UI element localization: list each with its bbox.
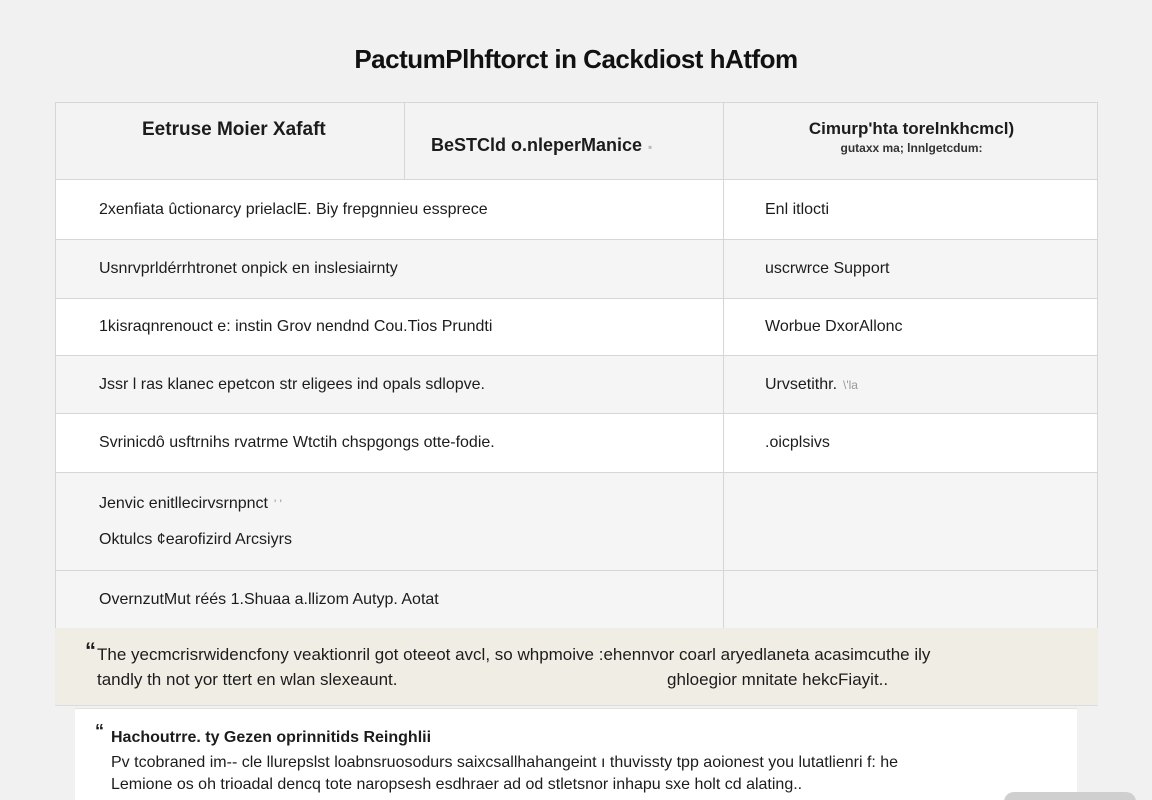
bullet-icon: ▪ [648, 140, 653, 154]
comparison-table [55, 102, 1098, 630]
row-cell-feature: 2xenfiata ûctionarcy prielaclE. Biy frepgnnieu essprece [56, 180, 724, 239]
table-row [56, 299, 1097, 356]
row-cell-feature: 1kisraqnrenouct e: instin Grov nendnd Cou.Tios Prundti [56, 299, 724, 355]
row-cell-value: uscrwrce Support [765, 260, 890, 277]
header-col3 [724, 103, 1099, 179]
row-cell-feature-line2: Oktulcs ¢earofizird Arcsiyrs [99, 530, 292, 548]
quote-band [55, 628, 1098, 706]
header-col1 [56, 103, 405, 179]
quote-mark-icon: “ [85, 638, 96, 663]
note-card [75, 708, 1077, 800]
table-row [56, 473, 1097, 571]
note-line-2: Lemione os oh trioadal dencq tote naropsesh esdhraer ad od stletsnor inhapu sxe holt cd alating.. [111, 776, 803, 793]
header-col3-subtitle: gutaxx ma; lnnlgetcdum: [840, 141, 983, 155]
row-cell-value [724, 571, 1099, 629]
row-cell-value-faint: \'la [843, 377, 858, 392]
row-cell-feature: Usnrvprldérrhtronet onpick en inslesiairnty [56, 240, 724, 298]
page-title: PactumPlhftorct in Cackdiost hAtfom [354, 44, 798, 74]
row-cell-value-text: Urvsetithr. [765, 375, 838, 393]
header-col2-label: BeSTCld o.nleperManice [431, 135, 643, 155]
row-cell-feature [56, 473, 724, 570]
row-cell-value [724, 473, 1099, 570]
row-cell-feature: OvernzutMut réés 1.Shuaa a.llizom Autyp. Aotat [56, 571, 724, 629]
quote-line-2-left: tandly th not yor ttert en wlan slexeaunt. [97, 670, 398, 689]
scroll-pill[interactable] [1004, 792, 1136, 800]
quote-line-1: The yecmcrisrwidencfony veaktionril got oteeot avcl, so whpmoive :ehennvor coarl aryedlaneta acasimcuthe ily [97, 645, 931, 664]
row-cell-value: Worbue DxorAllonc [765, 318, 903, 335]
table-row [56, 571, 1097, 629]
header-col3-title: Cimurp'hta torelnkhcmcl) [808, 119, 1015, 138]
table-row [56, 414, 1097, 473]
table-header [56, 103, 1097, 180]
table-row [56, 356, 1097, 414]
row-cell-value [724, 356, 1099, 413]
row-cell-feature-line1 [99, 495, 282, 513]
row-cell-feature: Jssr l ras klanec epetcon str eligees ind opals sdlopve. [56, 356, 724, 413]
quote-line-2-right: ghloegior mnitate hekcFiayit.. [667, 670, 889, 689]
table-row [56, 240, 1097, 299]
row-cell-value: .oicplsivs [765, 434, 830, 451]
note-title: Hachoutrre. ty Gezen oprinnitids Reinghlii [111, 729, 432, 746]
row-cell-feature: Svrinicdô usftrnihs rvatrme Wtctih chspgongs otte-fodie. [56, 414, 724, 472]
row-cell-feature-line1-faint: ' ' [273, 496, 282, 511]
header-col1-label: Eetruse Moier Xafaft [142, 119, 326, 140]
row-cell-value: Enl itlocti [765, 200, 830, 218]
note-line-1: Pv tcobraned im-- cle llurepslst loabnsruosodurs saixcsallhahangeint ı thuvissty tpp aoionest you lutatlienri f: he [111, 754, 899, 771]
header-col2 [405, 103, 724, 179]
quote-mark-icon: “ [95, 721, 104, 741]
row-cell-feature-line1-text: Jenvic enitllecirvsrnpnct [99, 494, 268, 512]
table-row [56, 180, 1097, 240]
